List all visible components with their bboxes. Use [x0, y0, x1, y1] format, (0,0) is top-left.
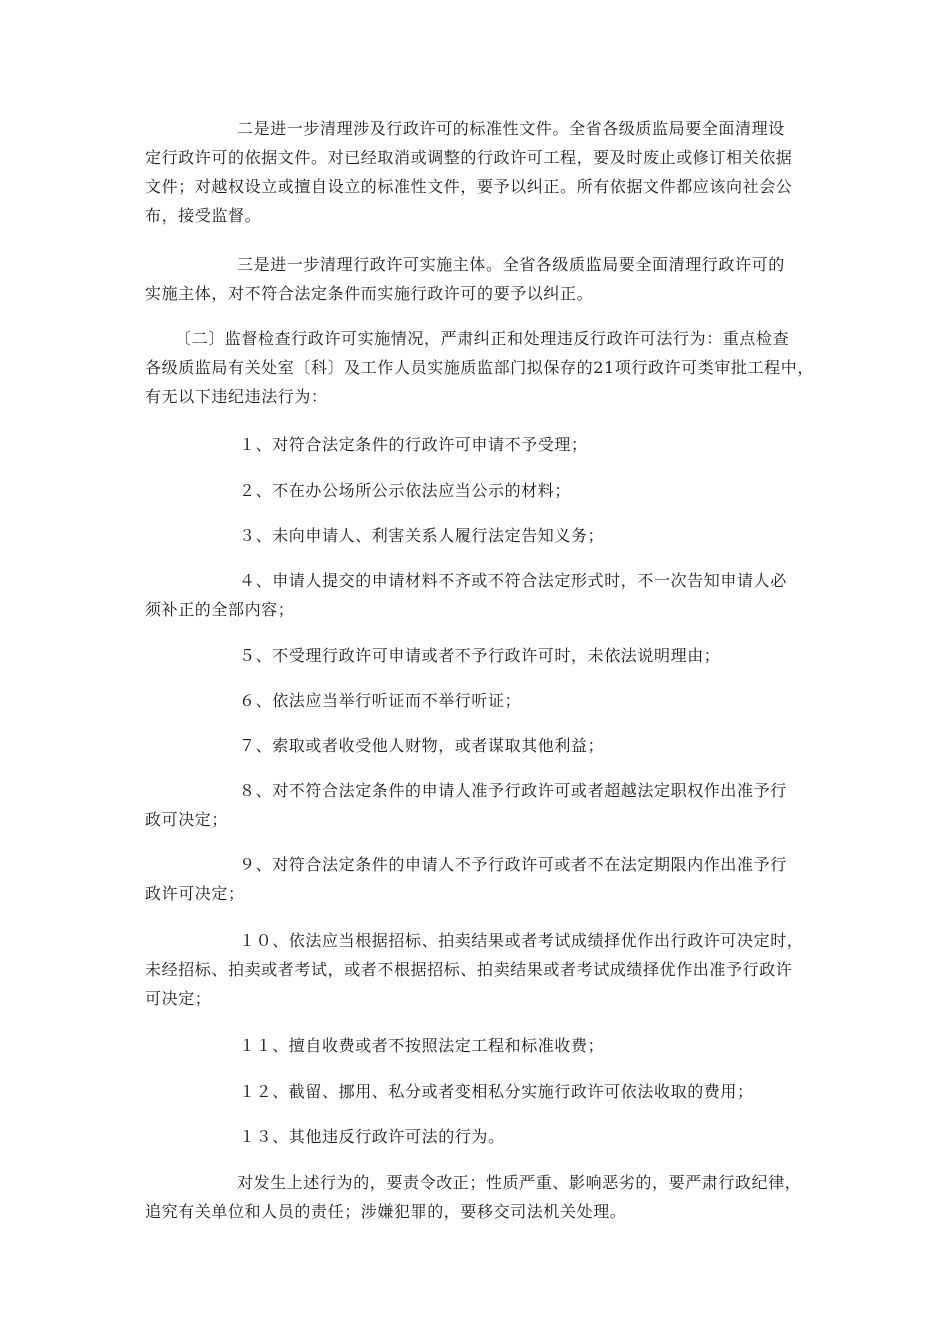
- list-item: [145, 686, 815, 715]
- text-line: 有无以下违纪违法行为：: [145, 387, 328, 406]
- text-line: 对发生上述行为的，要责令改正；性质严重、影响恶劣的，要严肃行政纪律，: [237, 1173, 802, 1192]
- list-item: [145, 850, 815, 908]
- list-item: [145, 521, 815, 550]
- list-item: [145, 566, 815, 624]
- list-item: [145, 1122, 815, 1151]
- text-line: ６、依法应当举行听证而不举行听证；: [239, 691, 522, 710]
- text-line: ２、不在办公场所公示依法应当公示的材料；: [239, 481, 572, 500]
- list-item: [145, 1077, 815, 1106]
- text-line: 二是进一步清理涉及行政许可的标准性文件。全省各级质监局要全面清理设: [237, 119, 785, 138]
- list-item: [145, 1031, 815, 1060]
- text-line: 三是进一步清理行政许可实施主体。全省各级质监局要全面清理行政许可的: [237, 255, 785, 274]
- text-line: 政许可决定；: [145, 884, 245, 903]
- list-item: [145, 776, 815, 834]
- list-item: [145, 926, 815, 1013]
- text-line: 布，接受监督。: [145, 206, 262, 225]
- text-line: 政可决定；: [145, 810, 229, 829]
- text-line: １２、截留、挪用、私分或者变相私分实施行政许可依法收取的费用；: [239, 1082, 754, 1101]
- paragraph-consequences: [145, 1168, 815, 1226]
- text-line: ４、申请人提交的申请材料不齐或不符合法定形式时，不一次告知申请人必: [239, 571, 787, 590]
- text-line: 各级质监局有关处室〔科〕及工作人员实施质监部门拟保存的21项行政许可类审批工程中，: [145, 358, 814, 377]
- list-item: [145, 641, 815, 670]
- list-item: [145, 731, 815, 760]
- text-line: １１、擅自收费或者不按照法定工程和标准收费；: [239, 1036, 605, 1055]
- text-line: ５、不受理行政许可申请或者不予行政许可时，未依法说明理由；: [239, 646, 721, 665]
- text-line: 实施主体，对不符合法定条件而实施行政许可的要予以纠正。: [145, 284, 594, 303]
- paragraph-standard-documents: [145, 114, 815, 230]
- text-line: 须补正的全部内容；: [145, 600, 295, 619]
- text-line: 追究有关单位和人员的责任；涉嫌犯罪的，要移交司法机关处理。: [145, 1202, 627, 1221]
- text-line: １０、依法应当根据招标、拍卖结果或者考试成绩择优作出行政许可决定时，: [239, 931, 804, 950]
- text-line: 可决定；: [145, 989, 212, 1008]
- text-line: ７、索取或者收受他人财物，或者谋取其他利益；: [239, 736, 605, 755]
- list-item: [145, 476, 815, 505]
- text-line: ３、未向申请人、利害关系人履行法定告知义务；: [239, 526, 605, 545]
- text-line: 文件；对越权设立或擅自设立的标准性文件，要予以纠正。所有依据文件都应该向社会公: [145, 177, 793, 196]
- text-line: １３、其他违反行政许可法的行为。: [239, 1127, 505, 1146]
- text-line: ９、对符合法定条件的申请人不予行政许可或者不在法定期限内作出准予行: [239, 855, 787, 874]
- text-line: 未经招标、拍卖或者考试，或者不根据招标、拍卖结果或者考试成绩择优作出准予行政许: [145, 960, 793, 979]
- paragraph-implementing-entity: [145, 250, 815, 308]
- paragraph-supervision-heading: [145, 324, 815, 411]
- text-line: １、对符合法定条件的行政许可申请不予受理；: [239, 435, 588, 454]
- list-item: [145, 430, 815, 459]
- text-line: 定行政许可的依据文件。对已经取消或调整的行政许可工程，要及时废止或修订相关依据: [145, 148, 793, 167]
- text-line: 〔二〕监督检查行政许可实施情况，严肃纠正和处理违反行政许可法行为：重点检查: [175, 329, 790, 348]
- text-line: ８、对不符合法定条件的申请人准予行政许可或者超越法定职权作出准予行: [239, 781, 787, 800]
